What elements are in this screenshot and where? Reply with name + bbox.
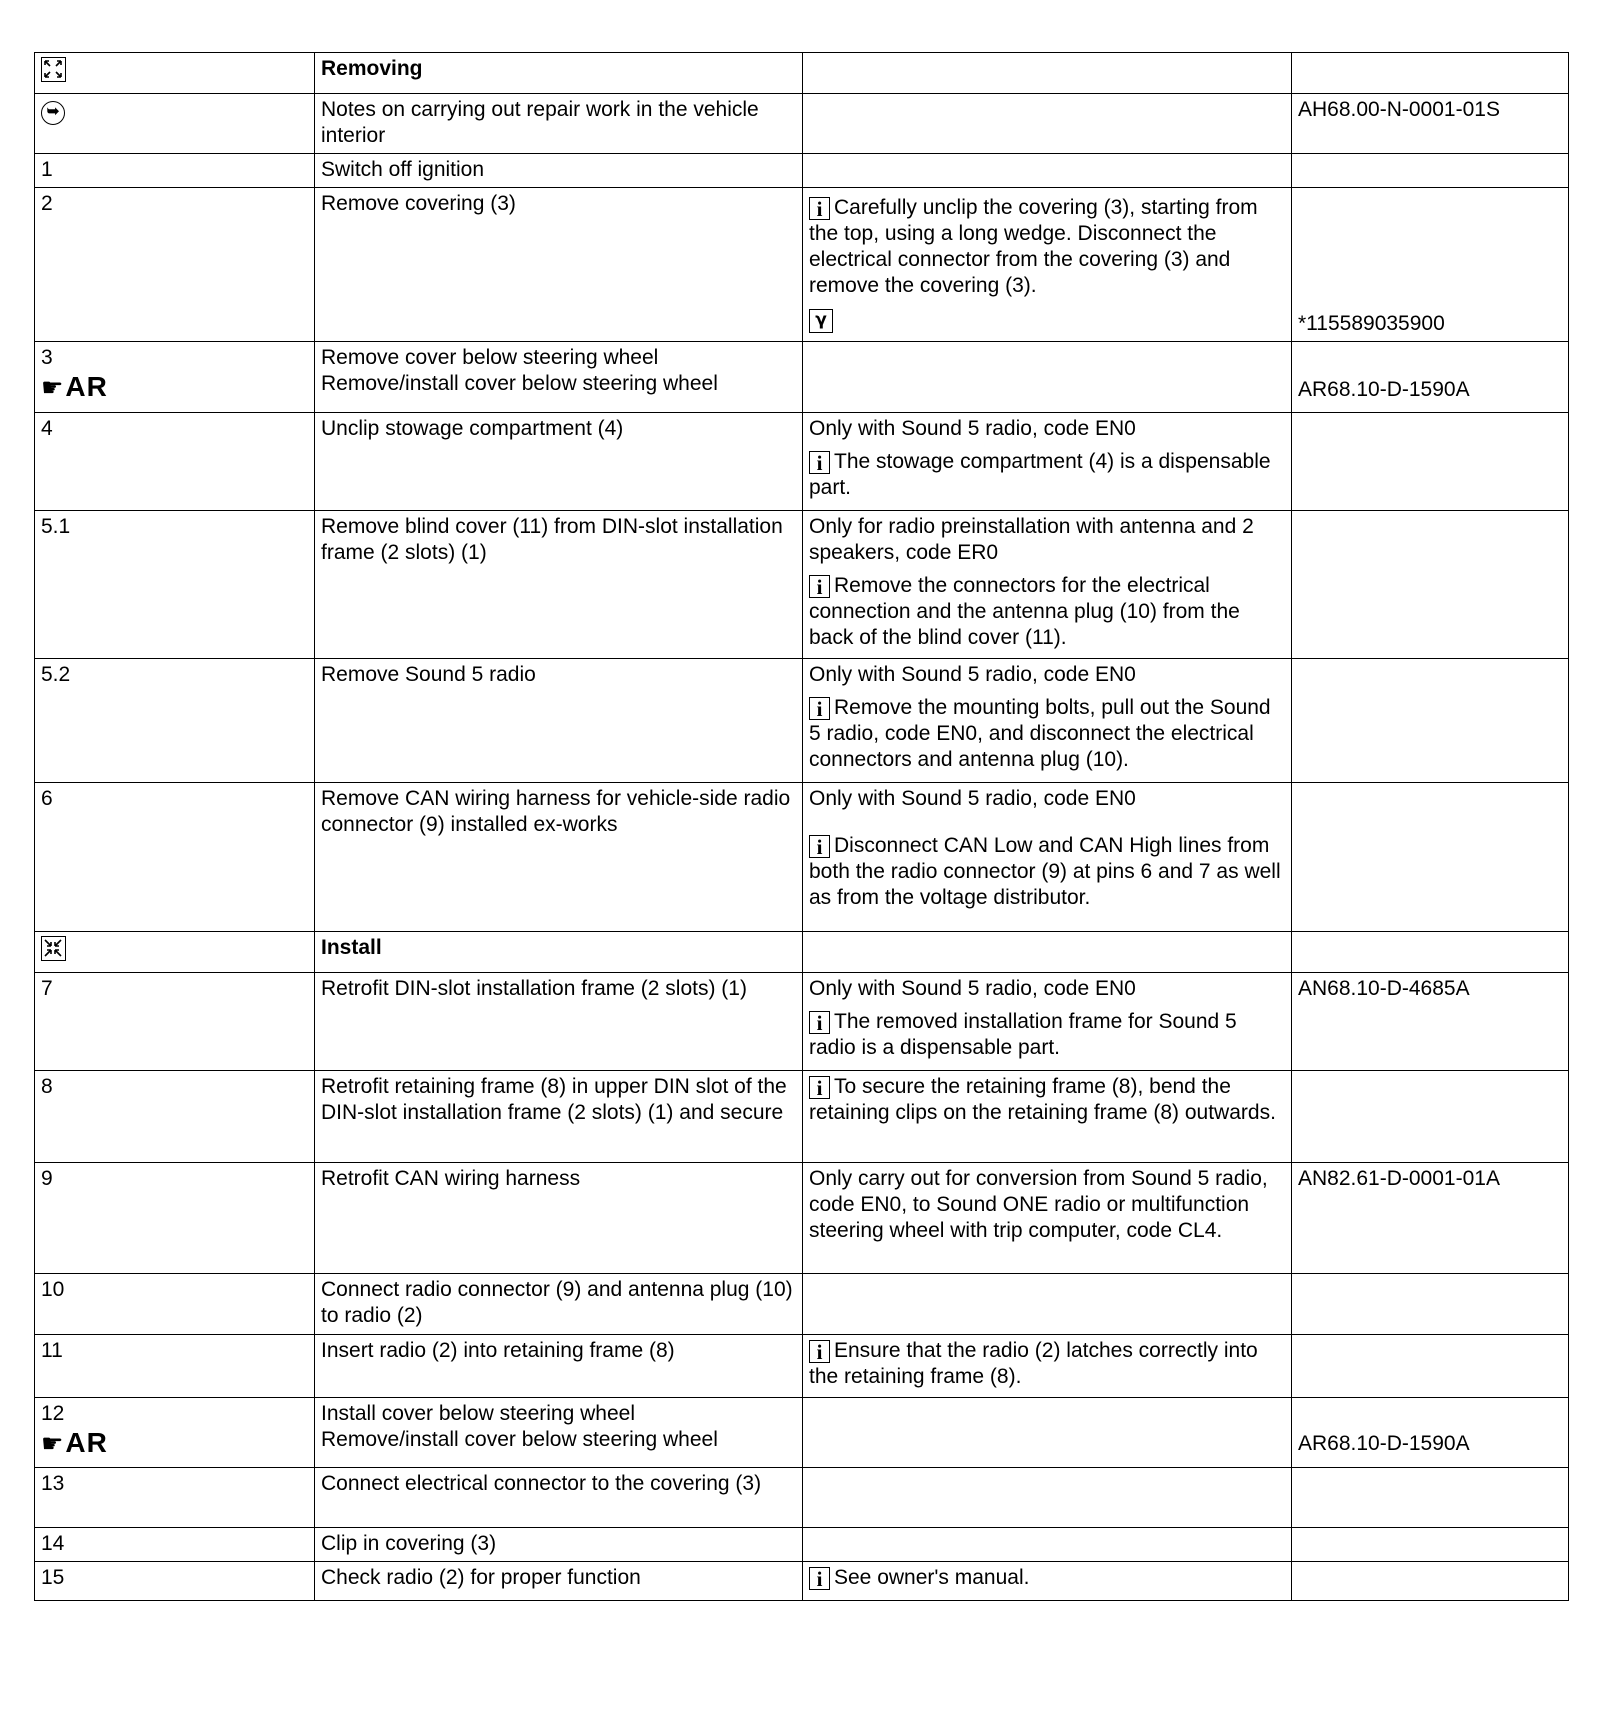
document-link[interactable]: AN82.61-D-0001-01A xyxy=(1292,1163,1569,1274)
step-row xyxy=(35,1071,1569,1163)
info-text: Disconnect CAN Low and CAN High lines from both the radio connector (9) at pins 6 and 7 as well as from the voltage distributor. xyxy=(809,834,1281,909)
procedure-table xyxy=(34,52,1569,1601)
step-text: Remove Sound 5 radio xyxy=(315,659,803,783)
section-title-install: Install xyxy=(315,932,803,973)
step-number: 12 xyxy=(41,1402,65,1425)
document-link[interactable]: AN68.10-D-4685A xyxy=(1292,973,1569,1071)
step-number: 5.1 xyxy=(35,511,315,659)
notes-text: Notes on carrying out repair work in the vehicle interior xyxy=(315,94,803,154)
step-number: 2 xyxy=(35,188,315,342)
step-number: 8 xyxy=(35,1071,315,1163)
step-text: Remove covering (3) xyxy=(315,188,803,342)
section-title-removing: Removing xyxy=(315,53,803,94)
step-number: 15 xyxy=(35,1562,315,1601)
special-tool-icon[interactable]: γ xyxy=(809,309,833,333)
step-number: 4 xyxy=(35,413,315,511)
step-row xyxy=(35,1398,1569,1468)
info-note xyxy=(809,449,1286,501)
step-row xyxy=(35,188,1569,342)
install-arrows-icon xyxy=(41,936,66,961)
info-i-icon: i xyxy=(809,451,830,474)
info-text: The stowage compartment (4) is a dispensable part. xyxy=(809,450,1271,499)
step-number: 5.2 xyxy=(35,659,315,783)
info-note xyxy=(809,195,1286,299)
info-i-icon: i xyxy=(809,1011,830,1034)
condition-text: Only with Sound 5 radio, code EN0 xyxy=(809,977,1136,1000)
tool-number[interactable]: *115589035900 xyxy=(1298,312,1445,335)
step-number: 10 xyxy=(35,1274,315,1335)
ar-document-link[interactable]: AR68.10-D-1590A xyxy=(1298,1432,1470,1455)
info-text: To secure the retaining frame (8), bend the retaining clips on the retaining frame (8) outwards. xyxy=(809,1075,1276,1124)
info-note xyxy=(809,1338,1286,1390)
notes-circle-icon: ➥ xyxy=(41,101,65,125)
step-row xyxy=(35,973,1569,1071)
step-number: 9 xyxy=(35,1163,315,1274)
step-number: 14 xyxy=(35,1528,315,1562)
info-text: Remove the mounting bolts, pull out the Sound 5 radio, code EN0, and disconnect the electrical connectors and antenna plug (10). xyxy=(809,696,1271,771)
step-row xyxy=(35,783,1569,932)
step-row xyxy=(35,1335,1569,1398)
info-note xyxy=(809,573,1286,651)
info-i-icon: i xyxy=(809,697,830,720)
step-number: 3 xyxy=(41,346,53,369)
info-i-icon: i xyxy=(809,1076,830,1099)
info-text: Remove the connectors for the electrical connection and the antenna plug (10) from the back of the blind cover (11). xyxy=(809,574,1240,649)
step-subtext: Remove/install cover below steering wheel xyxy=(321,372,718,395)
step-number: 11 xyxy=(35,1335,315,1398)
info-i-icon: i xyxy=(809,1340,830,1363)
info-i-icon: i xyxy=(809,835,830,858)
info-note xyxy=(809,1565,1286,1591)
condition-text: Only with Sound 5 radio, code EN0 xyxy=(809,787,1136,810)
info-i-icon: i xyxy=(809,197,830,220)
notes-row xyxy=(35,94,1569,154)
condition-text: Only carry out for conversion from Sound 5 radio, code EN0, to Sound ONE radio or multifunction steering wheel with trip computer, code CL4. xyxy=(803,1163,1292,1274)
step-text: Retrofit retaining frame (8) in upper DIN slot of the DIN-slot installation frame (2 slots) (1) and secure xyxy=(315,1071,803,1163)
info-note xyxy=(809,695,1286,773)
ar-reference-marker: ☛AR xyxy=(41,371,108,402)
section-row-install xyxy=(35,932,1569,973)
condition-text: Only with Sound 5 radio, code EN0 xyxy=(809,417,1136,440)
step-row xyxy=(35,1468,1569,1528)
step-text: Switch off ignition xyxy=(315,154,803,188)
hand-pointer-icon: ☛ xyxy=(41,373,64,402)
step-text: Insert radio (2) into retaining frame (8) xyxy=(315,1335,803,1398)
ar-reference-marker: ☛AR xyxy=(41,1427,108,1458)
hand-pointer-icon: ☛ xyxy=(41,1429,64,1458)
step-number: 1 xyxy=(35,154,315,188)
notes-reference[interactable]: AH68.00-N-0001-01S xyxy=(1292,94,1569,154)
step-row xyxy=(35,1528,1569,1562)
step-row xyxy=(35,413,1569,511)
info-text: See owner's manual. xyxy=(834,1566,1030,1589)
step-text: Retrofit DIN-slot installation frame (2 slots) (1) xyxy=(315,973,803,1071)
step-text: Clip in covering (3) xyxy=(315,1528,803,1562)
info-note xyxy=(809,1074,1286,1126)
step-text: Check radio (2) for proper function xyxy=(315,1562,803,1601)
step-text: Connect electrical connector to the covering (3) xyxy=(315,1468,803,1528)
step-text: Remove blind cover (11) from DIN-slot installation frame (2 slots) (1) xyxy=(315,511,803,659)
info-note xyxy=(809,833,1286,911)
condition-text: Only with Sound 5 radio, code EN0 xyxy=(809,663,1136,686)
step-row xyxy=(35,1163,1569,1274)
info-text: Ensure that the radio (2) latches correctly into the retaining frame (8). xyxy=(809,1339,1258,1388)
step-row xyxy=(35,659,1569,783)
condition-text: Only for radio preinstallation with antenna and 2 speakers, code ER0 xyxy=(809,515,1254,564)
step-row xyxy=(35,154,1569,188)
step-text: Install cover below steering wheel xyxy=(321,1402,635,1425)
info-i-icon: i xyxy=(809,575,830,598)
step-text: Remove CAN wiring harness for vehicle-side radio connector (9) installed ex-works xyxy=(315,783,803,932)
step-row xyxy=(35,511,1569,659)
step-text: Remove cover below steering wheel xyxy=(321,346,659,369)
info-text: Carefully unclip the covering (3), starting from the top, using a long wedge. Disconnect the electrical connector from the covering (3) and remove the covering (3). xyxy=(809,196,1258,297)
step-row xyxy=(35,1274,1569,1335)
step-number: 13 xyxy=(35,1468,315,1528)
info-i-icon: i xyxy=(809,1567,830,1590)
info-note xyxy=(809,1009,1286,1061)
step-row xyxy=(35,1562,1569,1601)
step-subtext: Remove/install cover below steering wheel xyxy=(321,1428,718,1451)
remove-arrows-icon xyxy=(41,57,66,82)
info-text: The removed installation frame for Sound 5 radio is a dispensable part. xyxy=(809,1010,1237,1059)
section-row-removing xyxy=(35,53,1569,94)
ar-document-link[interactable]: AR68.10-D-1590A xyxy=(1298,378,1470,401)
step-number: 7 xyxy=(35,973,315,1071)
step-text: Connect radio connector (9) and antenna plug (10) to radio (2) xyxy=(315,1274,803,1335)
step-text: Unclip stowage compartment (4) xyxy=(315,413,803,511)
step-number: 6 xyxy=(35,783,315,932)
step-text: Retrofit CAN wiring harness xyxy=(315,1163,803,1274)
step-row xyxy=(35,342,1569,413)
